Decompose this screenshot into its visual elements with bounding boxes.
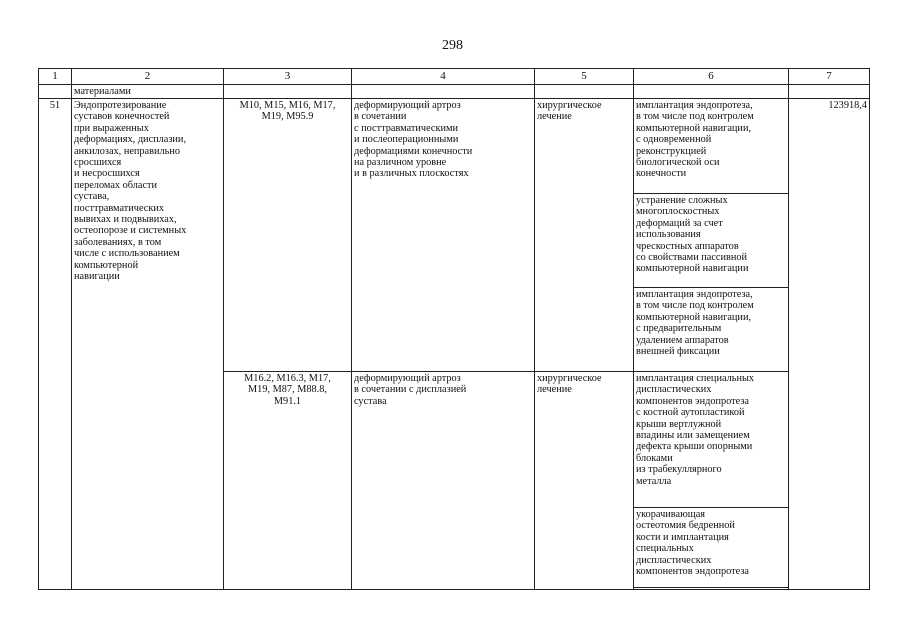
treatment-type: хирургическое лечение — [535, 99, 634, 372]
procedure-name: Эндопротезирование суставов конечностей при выраженных деформациях, дисплазии, анкилозах, неправильно сросшихся и несросшихся переломах области сустава, посттравматических вывихах и подвывихах, остеопорозе и системных заболеваниях, в том числе с использованием компьютерной навигации — [72, 99, 224, 590]
patient-diagnosis: деформирующий артроз в сочетании с дисплазией сустава — [352, 372, 535, 590]
column-number-1: 1 — [39, 69, 72, 85]
continuation-method-cell — [634, 85, 789, 99]
treatment-method-empty — [634, 588, 789, 590]
column-number-row — [39, 69, 870, 85]
column-number-7: 7 — [789, 69, 870, 85]
column-number-5: 5 — [535, 69, 634, 85]
column-number-4: 4 — [352, 69, 535, 85]
continuation-cost-cell — [789, 85, 870, 99]
continuation-row — [39, 85, 870, 99]
treatment-method: имплантация эндопротеза, в том числе под контролем компьютерной навигации, с предварительным удалением аппаратов внешней фиксации — [634, 288, 789, 372]
continuation-diagnosis-cell — [352, 85, 535, 99]
column-number-2: 2 — [72, 69, 224, 85]
table-row — [39, 99, 870, 194]
treatment-method: укорачивающая остеотомия бедренной кости и имплантация специальных диспластических компонентов эндопротеза — [634, 508, 789, 588]
continuation-treatment-cell — [535, 85, 634, 99]
cost-value: 123918,4 — [789, 99, 870, 590]
patient-diagnosis: деформирующий артроз в сочетании с посттравматическими и послеоперационными деформациями конечности на различном уровне и в различных плоскостях — [352, 99, 535, 372]
diagnosis-codes: M16.2, M16.3, M17, M19, M87, M88.8, M91.1 — [224, 372, 352, 590]
treatment-method: имплантация специальных диспластических компонентов эндопротеза с костной аутопластикой крыши вертлужной впадины или замещением дефекта крыши опорными блоками из трабекуллярного металла — [634, 372, 789, 508]
column-number-6: 6 — [634, 69, 789, 85]
treatment-method: устранение сложных многоплоскостных деформаций за счет использования чрескостных аппаратов со свойствами пассивной компьютерной навигации — [634, 194, 789, 288]
continuation-number-cell — [39, 85, 72, 99]
continuation-name-cell: материалами — [72, 85, 224, 99]
column-number-3: 3 — [224, 69, 352, 85]
continuation-codes-cell — [224, 85, 352, 99]
page-number: 298 — [442, 38, 463, 53]
treatment-type: хирургическое лечение — [535, 372, 634, 590]
diagnosis-codes: M10, M15, M16, M17, M19, M95.9 — [224, 99, 352, 372]
treatment-method: имплантация эндопротеза, в том числе под контролем компьютерной навигации, с одновременной реконструкцией биологической оси конечности — [634, 99, 789, 194]
medical-procedures-table — [38, 68, 870, 590]
row-number: 51 — [39, 99, 72, 590]
